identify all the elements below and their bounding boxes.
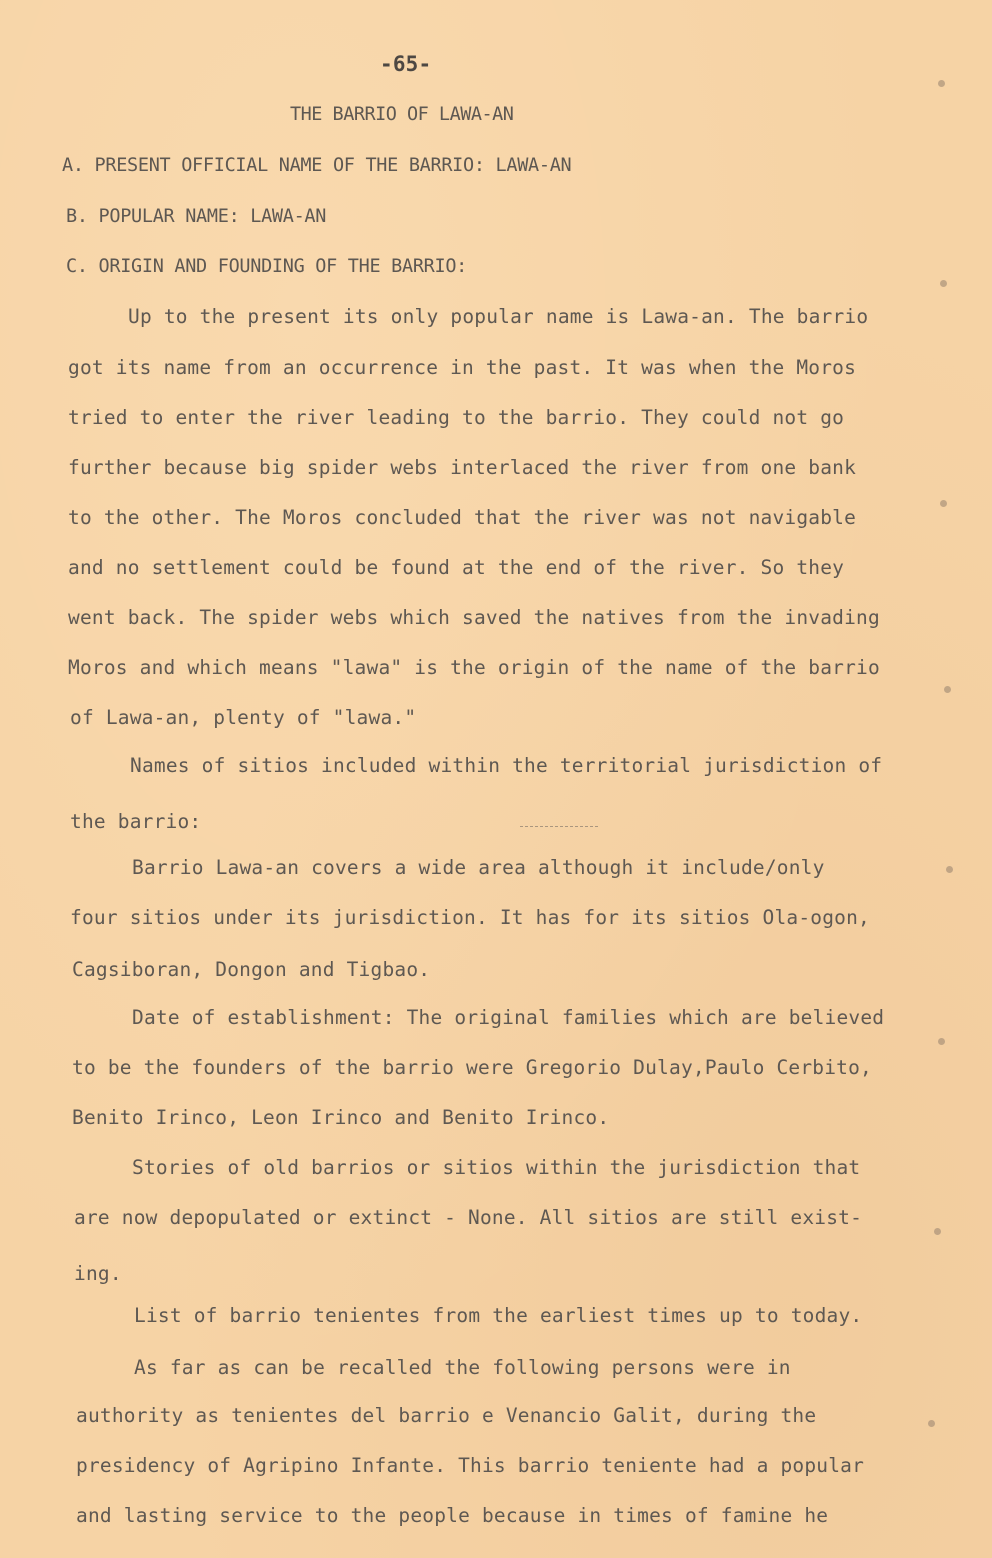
page-title: THE BARRIO OF LAWA-AN	[290, 104, 514, 125]
body-line: As far as can be recalled the following persons were in	[134, 1356, 791, 1379]
body-line: Cagsiboran, Dongon and Tigbao.	[72, 958, 431, 981]
page-number: -65-	[380, 52, 432, 76]
paper-speck	[946, 866, 953, 873]
paper-speck	[944, 686, 951, 693]
body-line: the barrio:	[70, 810, 202, 833]
paper-speck	[938, 80, 945, 87]
body-line: are now depopulated or extinct - None. All sitios are still exist-	[74, 1206, 863, 1229]
paper-speck	[928, 1420, 935, 1427]
body-line: four sitios under its jurisdiction. It has for its sitios Ola-ogon,	[70, 906, 870, 929]
body-line: to the other. The Moros concluded that the river was not navigable	[68, 506, 857, 529]
body-line: got its name from an occurrence in the past. It was when the Moros	[68, 356, 857, 379]
body-line: to be the founders of the barrio were Gregorio Dulay,Paulo Cerbito,	[72, 1056, 872, 1079]
body-line: Benito Irinco, Leon Irinco and Benito Irinco.	[72, 1106, 610, 1129]
body-line: and lasting service to the people because in times of famine he	[76, 1504, 829, 1527]
body-line: Moros and which means "lawa" is the origin of the name of the barrio	[68, 656, 880, 679]
heading-official-name: A. PRESENT OFFICIAL NAME OF THE BARRIO: LAWA-AN	[62, 155, 572, 176]
body-line: further because big spider webs interlaced the river from one bank	[68, 456, 857, 479]
body-line: presidency of Agripino Infante. This barrio teniente had a popular	[76, 1454, 865, 1477]
paper-speck	[934, 1228, 941, 1235]
body-line: tried to enter the river leading to the barrio. They could not go	[68, 406, 845, 429]
body-line: went back. The spider webs which saved the natives from the invading	[68, 606, 880, 629]
body-line: List of barrio tenientes from the earliest times up to today.	[134, 1304, 863, 1327]
body-line: and no settlement could be found at the end of the river. So they	[68, 556, 845, 579]
body-line: Stories of old barrios or sitios within the jurisdiction that	[132, 1156, 861, 1179]
body-line: Names of sitios included within the territorial jurisdiction of	[130, 754, 883, 777]
body-line: Barrio Lawa-an covers a wide area although it include/only	[132, 856, 825, 879]
paper-speck	[938, 1038, 945, 1045]
paper-speck	[940, 280, 947, 287]
body-line: ing.	[74, 1262, 122, 1285]
body-line: of Lawa-an, plenty of "lawa."	[70, 706, 417, 729]
paper-speck	[940, 500, 947, 507]
heading-popular-name: B. POPULAR NAME: LAWA-AN	[66, 206, 327, 227]
body-line: Up to the present its only popular name is Lawa-an. The barrio	[128, 305, 869, 328]
heading-origin: C. ORIGIN AND FOUNDING OF THE BARRIO:	[66, 256, 468, 277]
body-line: authority as tenientes del barrio e Venancio Galit, during the	[76, 1404, 817, 1427]
body-line: Date of establishment: The original families which are believed	[132, 1006, 885, 1029]
dashed-rule	[520, 826, 598, 827]
